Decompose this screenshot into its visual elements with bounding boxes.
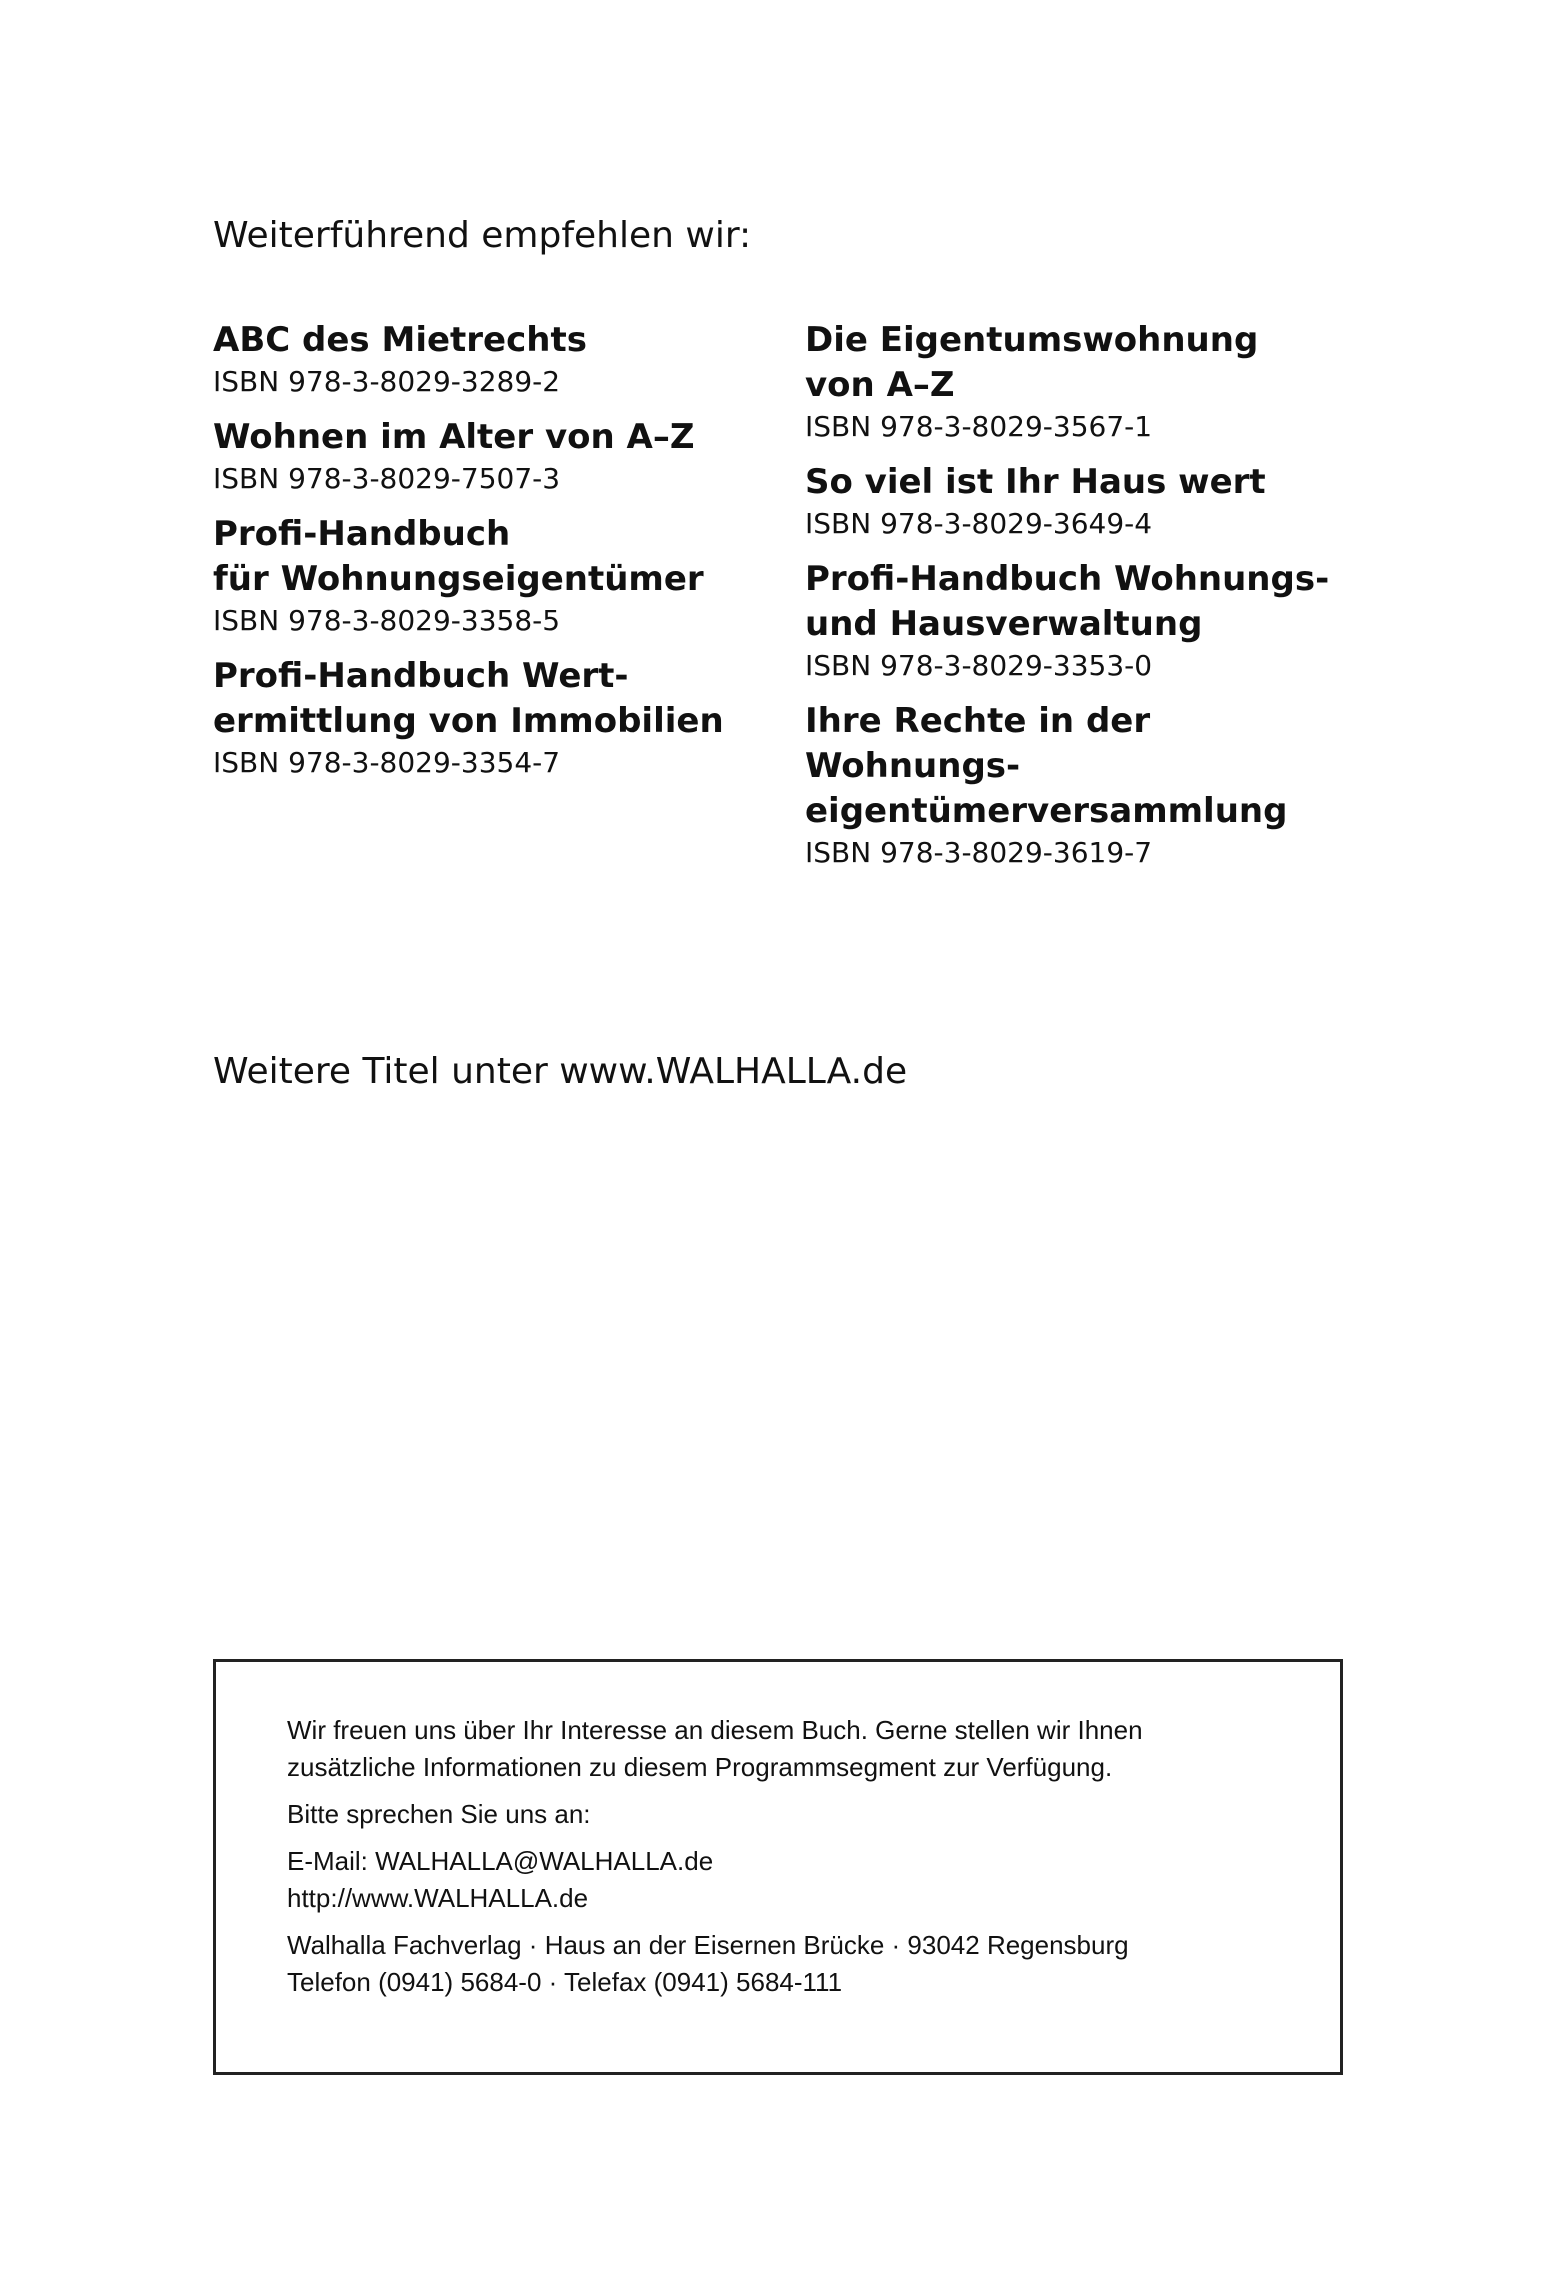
publisher-phone: Telefon (0941) 5684-0 · Telefax (0941) 5684-111 — [287, 1967, 843, 1997]
book-entry — [805, 318, 1365, 446]
contact-website-link[interactable]: http://www.WALHALLA.de — [287, 1883, 589, 1913]
more-titles-text: Weitere Titel unter www.WALHALLA.de — [213, 1051, 908, 1092]
contact-prompt: Bitte sprechen Sie uns an: — [287, 1799, 591, 1829]
book-isbn: ISBN 978-3-8029-3619-7 — [805, 836, 1153, 869]
book-title: Wohnen im Alter von A–Z — [213, 417, 695, 457]
contact-intro-line: Wir freuen uns über Ihr Interesse an diesem Buch. Gerne stellen wir Ihnen — [287, 1715, 1143, 1745]
book-title: Profi-Handbuch Wohnungs- und Hausverwaltung — [805, 559, 1330, 644]
contact-intro-line: zusätzliche Informationen zu diesem Programmsegment zur Verfügung. — [287, 1752, 1113, 1782]
book-title: Profi-Handbuch für Wohnungseigentümer — [213, 514, 704, 599]
book-isbn: ISBN 978-3-8029-3289-2 — [213, 365, 561, 398]
book-isbn: ISBN 978-3-8029-3649-4 — [805, 507, 1153, 540]
book-entry — [805, 557, 1365, 685]
book-isbn: ISBN 978-3-8029-7507-3 — [213, 462, 561, 495]
book-title: Profi-Handbuch Wert- ermittlung von Immobilien — [213, 656, 724, 741]
book-isbn: ISBN 978-3-8029-3358-5 — [213, 604, 561, 637]
book-entry — [213, 512, 773, 640]
book-entry — [213, 415, 773, 498]
books-left-column — [213, 318, 773, 796]
contact-email[interactable]: E-Mail: WALHALLA@WALHALLA.de — [287, 1846, 714, 1876]
contact-content — [287, 1712, 1287, 2011]
publisher-address: Walhalla Fachverlag · Haus an der Eisernen Brücke · 93042 Regensburg — [287, 1930, 1129, 1960]
book-isbn: ISBN 978-3-8029-3354-7 — [213, 746, 561, 779]
book-entry — [213, 318, 773, 401]
book-entry — [805, 699, 1365, 872]
book-isbn: ISBN 978-3-8029-3353-0 — [805, 649, 1153, 682]
book-entry — [213, 654, 773, 782]
book-title: Ihre Rechte in der Wohnungs- eigentümerversammlung — [805, 701, 1288, 831]
book-title: Die Eigentumswohnung von A–Z — [805, 320, 1259, 405]
contact-box — [213, 1659, 1343, 2075]
book-title: ABC des Mietrechts — [213, 320, 587, 360]
intro-heading: Weiterführend empfehlen wir: — [213, 215, 752, 256]
books-right-column — [805, 318, 1365, 886]
book-isbn: ISBN 978-3-8029-3567-1 — [805, 410, 1153, 443]
book-entry — [805, 460, 1365, 543]
book-title: So viel ist Ihr Haus wert — [805, 462, 1266, 502]
